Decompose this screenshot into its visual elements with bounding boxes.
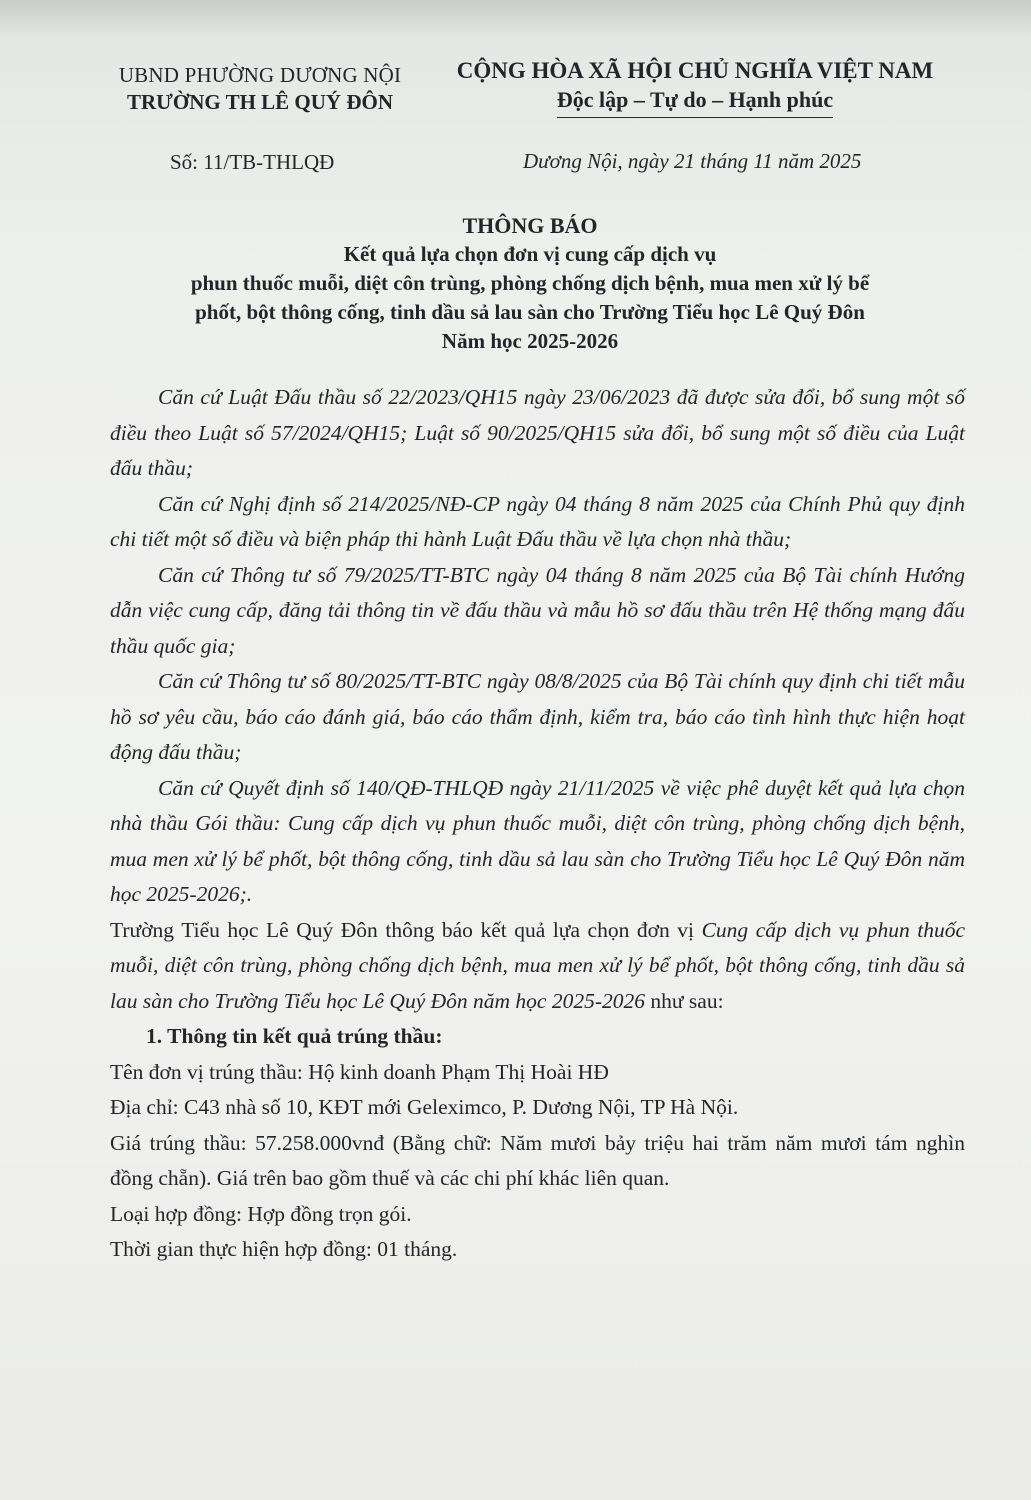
announcement-paragraph bbox=[110, 913, 965, 1020]
contract-type: Loại hợp đồng: Hợp đồng trọn gói. bbox=[110, 1201, 412, 1226]
winner-address: Địa chỉ: C43 nhà số 10, KĐT mới Geleximco, P. Dương Nội, TP Hà Nội. bbox=[110, 1095, 739, 1119]
place-date: Dương Nội, ngày 21 tháng 11 năm 2025 bbox=[523, 149, 862, 173]
document-title: THÔNG BÁO bbox=[462, 213, 598, 238]
document-title-block bbox=[100, 212, 960, 356]
winning-price: Giá trúng thầu: 57.258.000vnđ (Bằng chữ: Năm mươi bảy triệu hai trăm năm mươi tám nghìn đồng chẵn). Giá trên bao gồm thuế và các chi phí khác liên quan. bbox=[110, 1130, 965, 1190]
photo-edge-shadow bbox=[0, 0, 1031, 40]
nation-name: CỘNG HÒA XÃ HỘI CHỦ NGHĨA VIỆT NAM bbox=[456, 58, 934, 83]
announcement-service: Cung cấp dịch vụ phun thuốc muỗi, diệt côn trùng, phòng chống dịch bệnh, mua men xử lý bể phốt, bột thông cống, tinh dầu sả lau sàn cho Trường Tiểu học Lê Quý Đôn năm học 2025-2026 bbox=[110, 917, 966, 1013]
issuer-block bbox=[100, 62, 420, 116]
subtitle-line-3: phốt, bột thông cống, tinh dầu sả lau sàn cho Trường Tiểu học Lê Quý Đôn bbox=[195, 300, 865, 324]
national-heading bbox=[420, 56, 970, 118]
section-heading: 1. Thông tin kết quả trúng thầu: bbox=[146, 1024, 443, 1048]
school-name: TRƯỜNG TH LÊ QUÝ ĐÔN bbox=[126, 90, 394, 114]
legal-basis-paragraph: Căn cứ Nghị định số 214/2025/NĐ-CP ngày 04 tháng 8 năm 2025 của Chính Phủ quy định chi tiết một số điều và biện pháp thi hành Luật Đấu thầu về lựa chọn nhà thầu; bbox=[110, 491, 965, 551]
announcement-tail: như sau: bbox=[645, 988, 724, 1013]
subtitle-line-2: phun thuốc muỗi, diệt côn trùng, phòng chống dịch bệnh, mua men xử lý bể bbox=[190, 271, 870, 295]
legal-basis-paragraph: Căn cứ Quyết định số 140/QĐ-THLQĐ ngày 21/11/2025 về việc phê duyệt kết quả lựa chọn nhà thầu Gói thầu: Cung cấp dịch vụ phun thuốc muỗi, diệt côn trùng, phòng chống dịch bệnh, mua men xử lý bể phốt, bột thông cống, tinh dầu sả lau sàn cho Trường Tiểu học Lê Quý Đôn năm học 2025-2026;. bbox=[110, 775, 965, 906]
subtitle-line-1: Kết quả lựa chọn đơn vị cung cấp dịch vụ bbox=[343, 242, 717, 266]
document-body bbox=[110, 380, 965, 1268]
national-motto: Độc lập – Tự do – Hạnh phúc bbox=[557, 86, 833, 118]
document-number: Số: 11/TB-THLQĐ bbox=[170, 150, 335, 174]
legal-basis-paragraph: Căn cứ Luật Đấu thầu số 22/2023/QH15 ngày 23/06/2023 đã được sửa đổi, bổ sung một số điều theo Luật số 57/2024/QH15; Luật số 90/2025/QH15 sửa đổi, bổ sung một số điều của Luật đấu thầu; bbox=[110, 385, 965, 480]
legal-basis-paragraph: Căn cứ Thông tư số 79/2025/TT-BTC ngày 04 tháng 8 năm 2025 của Bộ Tài chính Hướng dẫn việc cung cấp, đăng tải thông tin về đấu thầu và mẫu hồ sơ đấu thầu trên Hệ thống mạng đấu thầu quốc gia; bbox=[110, 562, 965, 658]
contract-duration: Thời gian thực hiện hợp đồng: 01 tháng. bbox=[110, 1237, 458, 1261]
legal-basis-paragraph: Căn cứ Thông tư số 80/2025/TT-BTC ngày 08/8/2025 của Bộ Tài chính quy định chi tiết mẫu hồ sơ yêu cầu, báo cáo đánh giá, báo cáo thẩm định, kiểm tra, báo cáo tình hình thực hiện hoạt động đấu thầu; bbox=[110, 669, 965, 764]
agency-name: UBND PHƯỜNG DƯƠNG NỘI bbox=[118, 63, 402, 87]
winner-name: Tên đơn vị trúng thầu: Hộ kinh doanh Phạm Thị Hoài HĐ bbox=[110, 1059, 609, 1084]
subtitle-line-4: Năm học 2025-2026 bbox=[441, 329, 619, 353]
announcement-lead: Trường Tiểu học Lê Quý Đôn thông báo kết quả lựa chọn đơn vị bbox=[110, 917, 702, 942]
